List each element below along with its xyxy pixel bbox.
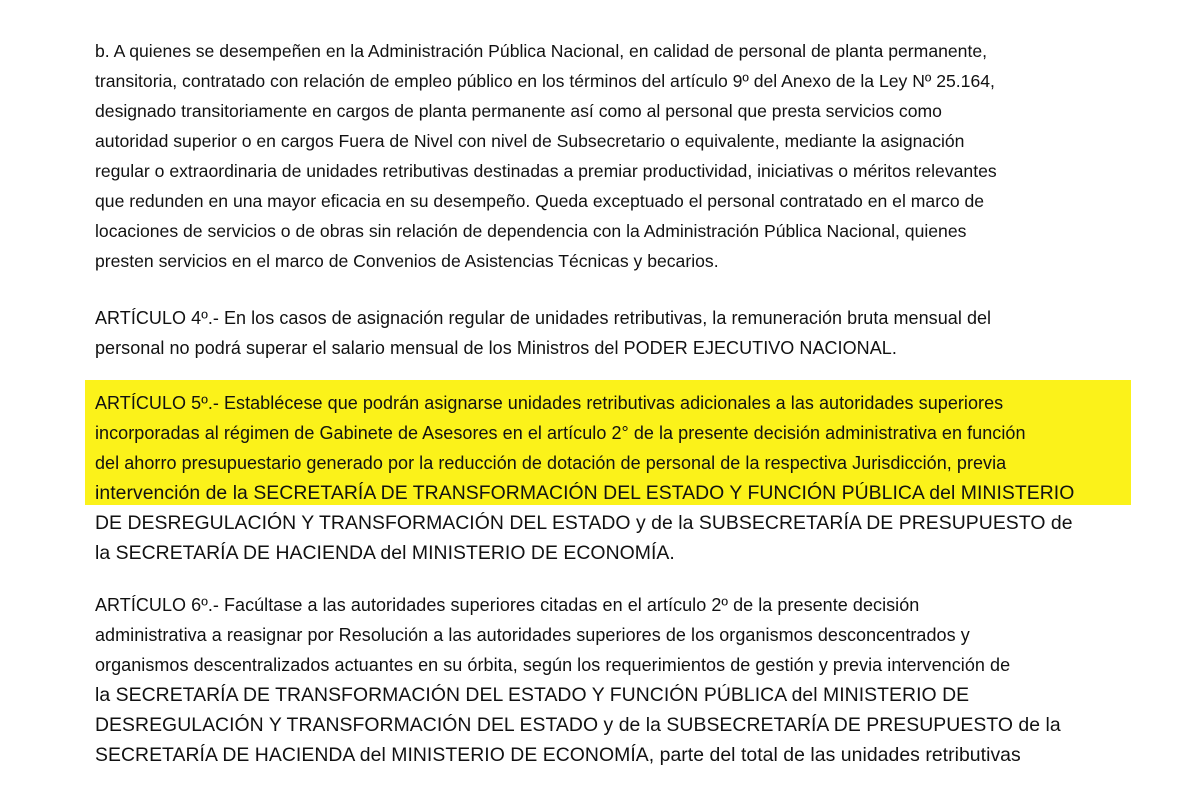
text-line: regular o extraordinaria de unidades retributivas destinadas a premiar productividad, iniciativas o méritos relevantes xyxy=(95,161,997,181)
text-line: ARTÍCULO 6º.- Facúltase a las autoridades superiores citadas en el artículo 2º de la presente decisión xyxy=(95,595,920,615)
text-line: la SECRETARÍA DE HACIENDA del MINISTERIO DE ECONOMÍA. xyxy=(95,542,675,564)
text-line: organismos descentralizados actuantes en su órbita, según los requerimientos de gestión y previa intervención de xyxy=(95,655,1011,675)
paragraph-article-6 xyxy=(95,590,1135,770)
text-line: DE DESREGULACIÓN Y TRANSFORMACIÓN DEL ESTADO y de la SUBSECRETARÍA DE PRESUPUESTO de xyxy=(95,512,1073,534)
paragraph-clause-b xyxy=(95,36,1135,276)
text-line: DESREGULACIÓN Y TRANSFORMACIÓN DEL ESTADO y de la SUBSECRETARÍA DE PRESUPUESTO de la xyxy=(95,714,1061,736)
text-line: ARTÍCULO 4º.- En los casos de asignación regular de unidades retributivas, la remuneración bruta mensual del xyxy=(95,308,992,328)
text-line: incorporadas al régimen de Gabinete de Asesores en el artículo 2° de la presente decisión administrativa en función xyxy=(95,423,1026,443)
text-line: la SECRETARÍA DE TRANSFORMACIÓN DEL ESTADO Y FUNCIÓN PÚBLICA del MINISTERIO DE xyxy=(95,684,970,706)
text-line: del ahorro presupuestario generado por la reducción de dotación de personal de la respectiva Jurisdicción, previa xyxy=(95,453,1007,473)
text-line: ARTÍCULO 5º.- Establécese que podrán asignarse unidades retributivas adicionales a las autoridades superiores xyxy=(95,393,1004,413)
text-line: personal no podrá superar el salario mensual de los Ministros del PODER EJECUTIVO NACIONAL. xyxy=(95,338,897,358)
text-line: autoridad superior o en cargos Fuera de Nivel con nivel de Subsecretario o equivalente, mediante la asignación xyxy=(95,131,965,151)
text-line: designado transitoriamente en cargos de planta permanente así como al personal que presta servicios como xyxy=(95,101,942,121)
text-line: transitoria, contratado con relación de empleo público en los términos del artículo 9º del Anexo de la Ley Nº 25.164, xyxy=(95,71,995,91)
text-line: administrativa a reasignar por Resolución a las autoridades superiores de los organismos desconcentrados y xyxy=(95,625,970,645)
text-line: presten servicios en el marco de Convenios de Asistencias Técnicas y becarios. xyxy=(95,251,719,271)
text-line: que redunden en una mayor eficacia en su desempeño. Queda exceptuado el personal contratado en el marco de xyxy=(95,191,985,211)
text-line: b. A quienes se desempeñen en la Administración Pública Nacional, en calidad de personal de planta permanente, xyxy=(95,41,988,61)
text-line: intervención de la SECRETARÍA DE TRANSFORMACIÓN DEL ESTADO Y FUNCIÓN PÚBLICA del MINISTERIO xyxy=(95,482,1075,504)
text-line: locaciones de servicios o de obras sin relación de dependencia con la Administración Pública Nacional, quienes xyxy=(95,221,967,241)
paragraph-article-5 xyxy=(95,388,1135,568)
text-line: SECRETARÍA DE HACIENDA del MINISTERIO DE ECONOMÍA, parte del total de las unidades retributivas xyxy=(95,744,1021,766)
paragraph-article-4 xyxy=(95,303,1135,363)
